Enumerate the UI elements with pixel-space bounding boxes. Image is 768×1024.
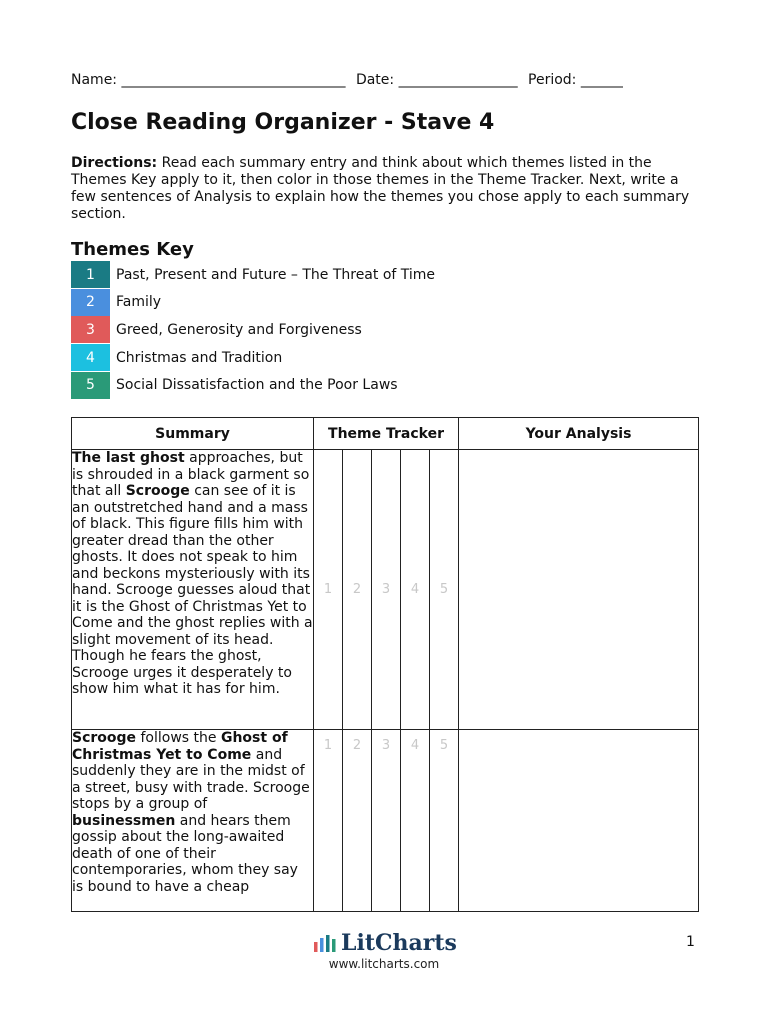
- directions-text: Read each summary entry and think about which themes listed in the Themes Key apply to it, then color in those themes in the Theme Tracker. Next, write a few sentences of Analysis to explain how the themes you chose apply to each summary section.: [71, 155, 690, 222]
- summary-text: and hears them gossip about the long-awaited death of one of their contemporaries, whom they say is bound to have a cheap: [72, 812, 298, 895]
- theme-label: Family: [116, 294, 162, 311]
- page-title: Close Reading Organizer - Stave 4: [71, 110, 495, 135]
- summary-cell: [72, 450, 314, 730]
- theme-item: [71, 371, 435, 399]
- logo-bar-4: [332, 939, 336, 952]
- summary-header: Summary: [72, 418, 314, 450]
- page-number: 1: [686, 934, 695, 950]
- litcharts-logo: [313, 930, 457, 956]
- summary-text: approaches, but is shrouded in a black garment so that all: [72, 450, 310, 499]
- tracker-box-5[interactable]: 5: [429, 450, 458, 729]
- theme-number-badge: 3: [71, 316, 110, 343]
- summary-text: and suddenly they are in the midst of a street, busy with trade. Scrooge stops by a group of: [72, 746, 310, 812]
- logo-bar-3: [326, 935, 330, 952]
- student-info-line: [71, 72, 711, 88]
- summary-text: can see of it is an outstretched hand and a mass of black. This figure fills him with greater dread than the other ghosts. It does not speak to him and beckons mysteriously with its hand. Scrooge guesses aloud that it is the Ghost of Christmas Yet to Come and the ghost replies with a slight movement of its head. Though he fears the ghost, Scrooge urges it desperately to show him what it has for him.: [72, 483, 313, 697]
- theme-label: Christmas and Tradition: [116, 349, 283, 366]
- logo-bar-2: [320, 938, 324, 952]
- theme-number-badge: 2: [71, 289, 110, 316]
- summary-bold-text: The last ghost: [72, 450, 185, 466]
- theme-item: [71, 344, 435, 372]
- theme-number-badge: 1: [71, 261, 110, 288]
- tracker-box-5[interactable]: 5: [429, 730, 458, 911]
- tracker-box-2[interactable]: 2: [342, 450, 371, 729]
- table-header-row: [72, 418, 699, 450]
- date-blank: _________________: [398, 72, 518, 88]
- summary-bold-text: businessmen: [72, 812, 176, 829]
- themes-key-title: Themes Key: [71, 239, 194, 260]
- theme-item: [71, 316, 435, 344]
- name-label: Name:: [71, 72, 118, 88]
- theme-label: Social Dissatisfaction and the Poor Laws: [116, 377, 398, 394]
- brand-name: LitCharts: [341, 930, 457, 956]
- period-blank: ______: [580, 72, 623, 88]
- summary-bold-text: Ghost of Christmas Yet to Come: [72, 730, 288, 763]
- table-row: [72, 730, 699, 912]
- theme-number-badge: 5: [71, 372, 110, 399]
- date-label: Date:: [355, 72, 395, 88]
- directions-label: Directions:: [71, 155, 158, 171]
- tracker-box-4[interactable]: 4: [400, 730, 429, 911]
- summary-bold-text: Scrooge: [72, 730, 137, 746]
- analysis-cell[interactable]: [459, 450, 699, 730]
- analysis-header: Your Analysis: [459, 418, 699, 450]
- directions: [71, 155, 691, 223]
- summary-bold-text: Scrooge: [125, 483, 190, 499]
- theme-tracker-cell: [314, 730, 459, 912]
- theme-label: Greed, Generosity and Forgiveness: [116, 321, 362, 338]
- name-blank: ________________________________: [121, 72, 346, 88]
- summary-text: follows the: [136, 730, 221, 746]
- theme-tracker-cell: [314, 450, 459, 730]
- theme-label: Past, Present and Future – The Threat of Time: [116, 266, 436, 283]
- organizer-table: [71, 417, 699, 912]
- tracker-box-1[interactable]: 1: [323, 582, 333, 597]
- analysis-cell[interactable]: [459, 730, 699, 912]
- tracker-box-3[interactable]: 3: [371, 730, 400, 911]
- footer-url[interactable]: www.litcharts.com: [328, 957, 440, 971]
- theme-item: [71, 289, 435, 317]
- bar-chart-icon: [313, 934, 337, 952]
- theme-number-badge: 4: [71, 344, 110, 371]
- themes-key-list: [71, 261, 435, 399]
- theme-tracker-header: Theme Tracker: [314, 418, 459, 450]
- table-row: [72, 450, 699, 730]
- tracker-box-4[interactable]: 4: [400, 450, 429, 729]
- theme-item: [71, 261, 435, 289]
- tracker-box-2[interactable]: 2: [342, 730, 371, 911]
- tracker-box-3[interactable]: 3: [371, 450, 400, 729]
- tracker-box-1[interactable]: 1: [323, 738, 333, 753]
- summary-cell: [72, 730, 314, 912]
- logo-bar-1: [314, 942, 318, 952]
- period-label: Period:: [528, 72, 577, 88]
